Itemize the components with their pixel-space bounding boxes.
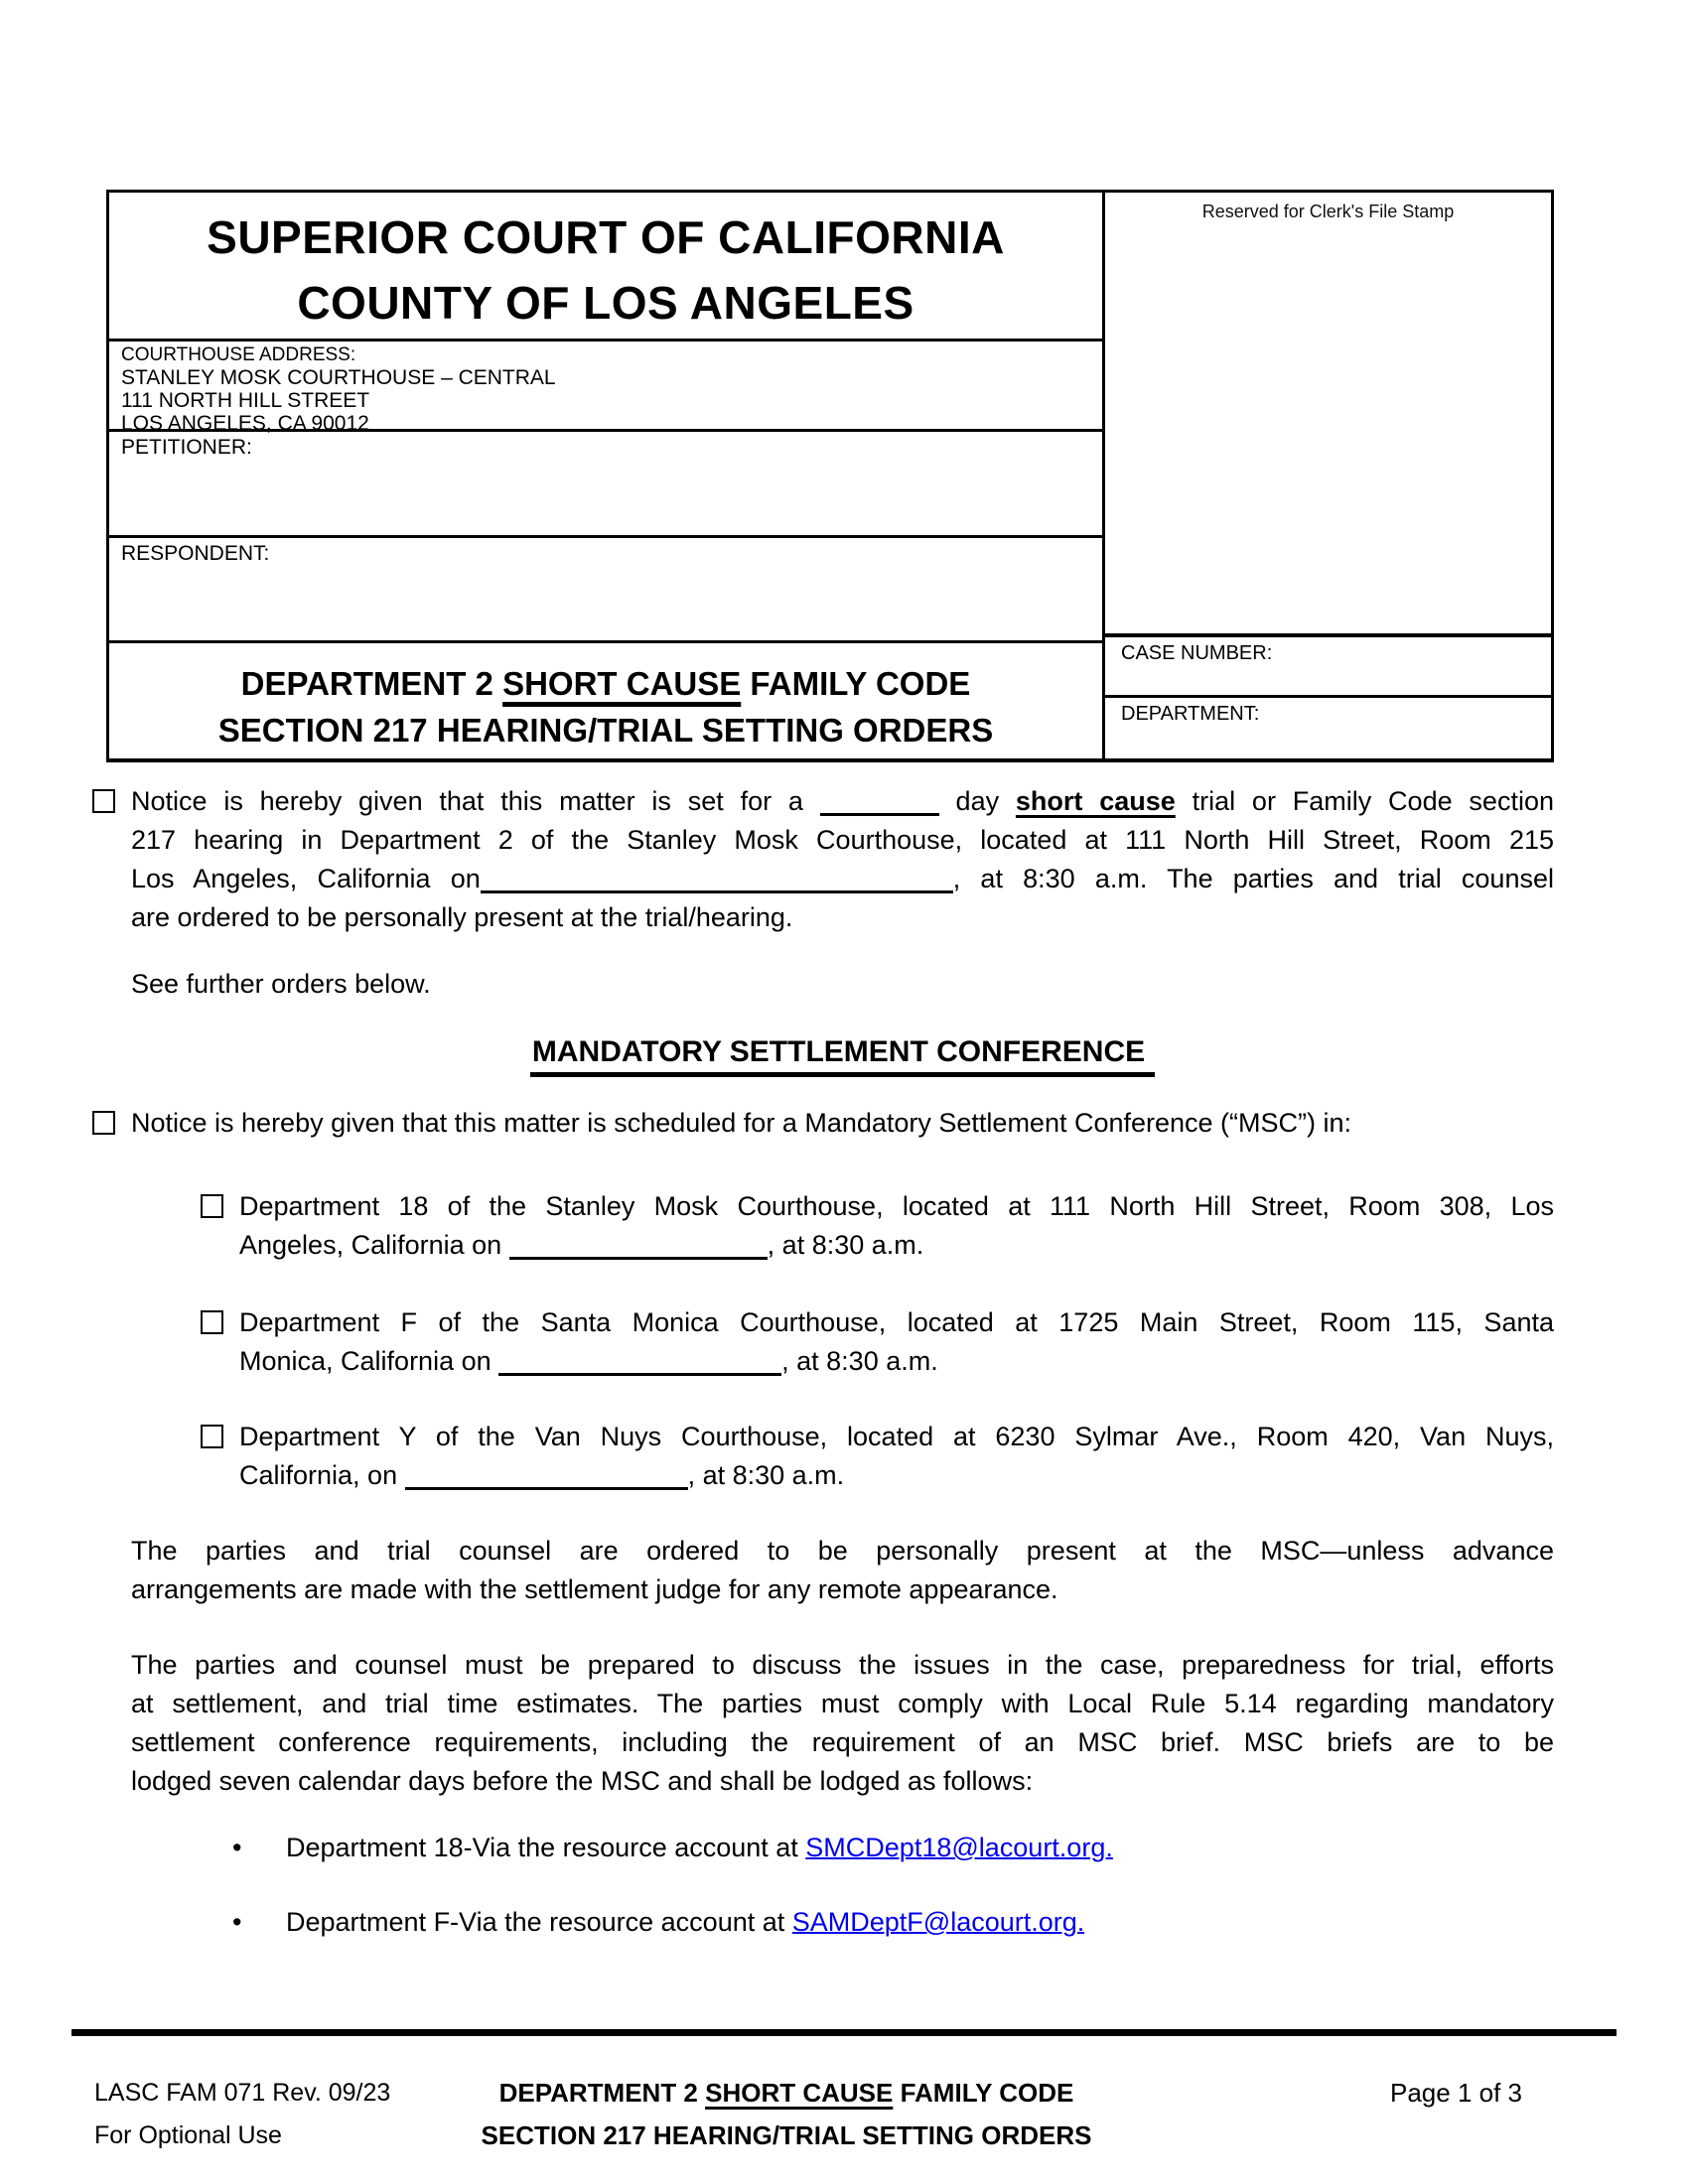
court-name-line2: COUNTY OF LOS ANGELES	[297, 277, 914, 329]
notice-text: day	[938, 786, 1016, 816]
footer-usage-note: For Optional Use	[94, 2121, 282, 2149]
notice-text: Notice is hereby given that this matter is set for a	[131, 786, 820, 816]
footer-left	[94, 2072, 390, 2157]
notice-text: , at 8:30 a.m. The parties and trial counsel	[952, 864, 1554, 893]
form-title-prefix: DEPARTMENT 2	[240, 665, 503, 702]
trial-days-blank-field[interactable]	[820, 790, 939, 816]
footer-title-prefix: DEPARTMENT 2	[498, 2078, 706, 2108]
msc-option-dept18	[201, 1187, 1554, 1265]
form-title-line2: SECTION 217 HEARING/TRIAL SETTING ORDERS	[217, 712, 994, 749]
option-text: California, on	[239, 1460, 405, 1490]
msc-brief-paragraph	[131, 1646, 1554, 1801]
notice-text: 217 hearing in Department 2 of the Stanley Mosk Courthouse, located at 111 North Hill Street, Room 215	[131, 825, 1554, 855]
msc-deptf-checkbox[interactable]	[201, 1310, 223, 1334]
email-link-dept18[interactable]: SMCDept18@lacourt.org.	[805, 1833, 1113, 1862]
form-header-table	[106, 190, 1554, 762]
msc-depty-text	[239, 1418, 1554, 1495]
trial-date-blank-field[interactable]	[481, 868, 953, 893]
clerk-stamp-area	[1105, 193, 1551, 633]
case-number-field[interactable]	[1105, 633, 1551, 695]
paragraph-text: The parties and counsel must be prepared to discuss the issues in the case, preparedness for trial, efforts	[131, 1650, 1554, 1680]
case-number-label: CASE NUMBER:	[1121, 642, 1273, 664]
court-name	[109, 193, 1102, 339]
bullet-text	[286, 1829, 1113, 1867]
court-name-line1: SUPERIOR COURT OF CALIFORNIA	[207, 211, 1005, 263]
petitioner-label: PETITIONER:	[121, 436, 252, 459]
trial-setting-notice	[92, 782, 1554, 937]
header-right-column	[1105, 193, 1551, 758]
footer-title-underlined: SHORT CAUSE	[705, 2078, 894, 2108]
form-title	[109, 640, 1102, 758]
trial-setting-notice-text	[131, 782, 1554, 937]
department-label: DEPARTMENT:	[1121, 703, 1260, 725]
msc-presence-paragraph	[131, 1532, 1554, 1609]
courthouse-address-line: LOS ANGELES, CA 90012	[121, 412, 369, 435]
msc-deptf-text	[239, 1303, 1554, 1381]
email-link-deptf[interactable]: SAMDeptF@lacourt.org.	[791, 1907, 1085, 1937]
short-cause-emphasis: short cause	[1015, 786, 1176, 816]
courthouse-address-block	[109, 339, 1102, 435]
msc-heading-text: MANDATORY SETTLEMENT CONFERENCE	[531, 1035, 1146, 1068]
bullet-text	[286, 1903, 1084, 1942]
header-left-column	[109, 193, 1105, 758]
option-text: Monica, California on	[239, 1346, 499, 1376]
courthouse-address-label: COURTHOUSE ADDRESS:	[121, 344, 356, 365]
footer-page-indicator: Page 1 of 3	[1390, 2078, 1522, 2108]
option-text: Angeles, California on	[239, 1230, 509, 1260]
notice-text: Los Angeles, California on	[131, 864, 481, 893]
bullet-item-deptf	[232, 1903, 1554, 1942]
form-title-suffix: FAMILY CODE	[741, 665, 971, 702]
bullet-item-dept18	[232, 1829, 1554, 1867]
option-text: , at 8:30 a.m.	[767, 1230, 924, 1260]
footer-title-suffix: FAMILY CODE	[893, 2078, 1074, 2108]
trial-setting-checkbox[interactable]	[92, 789, 115, 813]
bullet-label: Department 18-Via the resource account at	[286, 1833, 806, 1862]
bullet-label: Department F-Via the resource account at	[286, 1907, 792, 1937]
msc-notice-text: Notice is hereby given that this matter is scheduled for a Mandatory Settlement Conference (“MSC”) in:	[131, 1108, 1352, 1138]
paragraph-text: at settlement, and trial time estimates. The parties must comply with Local Rule 5.14 regarding mandatory	[131, 1689, 1554, 1718]
msc-dept18-checkbox[interactable]	[201, 1194, 223, 1218]
see-further-text: See further orders below.	[131, 969, 431, 999]
paragraph-text: settlement conference requirements, including the requirement of an MSC brief. MSC briefs are to be	[131, 1727, 1554, 1757]
deptf-date-blank-field[interactable]	[498, 1350, 781, 1376]
footer-title-line2: SECTION 217 HEARING/TRIAL SETTING ORDERS	[481, 2120, 1092, 2150]
footer-title	[369, 2072, 1203, 2157]
courthouse-address-line: 111 NORTH HILL STREET	[121, 389, 370, 412]
paragraph-text: The parties and trial counsel are ordered to be personally present at the MSC—unless advance	[131, 1536, 1554, 1566]
petitioner-field[interactable]	[109, 429, 1102, 535]
option-text: Department Y of the Van Nuys Courthouse, located at 6230 Sylmar Ave., Room 420, Van Nuys,	[239, 1422, 1554, 1451]
depty-date-blank-field[interactable]	[405, 1464, 688, 1490]
option-text: , at 8:30 a.m.	[687, 1460, 845, 1490]
bullet-icon: •	[232, 1907, 242, 1937]
clerk-stamp-note: Reserved for Clerk's File Stamp	[1201, 202, 1455, 221]
msc-notice-checkbox[interactable]	[92, 1111, 115, 1135]
option-text: Department F of the Santa Monica Courthouse, located at 1725 Main Street, Room 115, Santa	[239, 1307, 1554, 1337]
notice-text: trial or Family Code section	[1175, 786, 1554, 816]
option-text: , at 8:30 a.m.	[781, 1346, 938, 1376]
bullet-icon: •	[232, 1833, 242, 1862]
footer-rule	[71, 2029, 1617, 2036]
respondent-field[interactable]	[109, 535, 1102, 640]
see-further-orders-text	[131, 965, 1554, 1004]
msc-option-depty	[201, 1418, 1554, 1495]
option-text: Department 18 of the Stanley Mosk Courthouse, located at 111 North Hill Street, Room 308, Los	[239, 1191, 1554, 1221]
respondent-label: RESPONDENT:	[121, 542, 270, 565]
msc-depty-checkbox[interactable]	[201, 1425, 223, 1448]
msc-dept18-text	[239, 1187, 1554, 1265]
msc-section-heading	[131, 1035, 1554, 1077]
msc-notice	[92, 1104, 1554, 1143]
msc-option-deptf	[201, 1303, 1554, 1381]
form-title-underlined: SHORT CAUSE	[502, 665, 742, 702]
paragraph-text: arrangements are made with the settlement judge for any remote appearance.	[131, 1574, 1058, 1604]
paragraph-text: lodged seven calendar days before the MSC and shall be lodged as follows:	[131, 1766, 1034, 1796]
footer-form-number: LASC FAM 071 Rev. 09/23	[94, 2079, 391, 2107]
department-field[interactable]	[1105, 695, 1551, 758]
notice-text: are ordered to be personally present at the trial/hearing.	[131, 902, 793, 932]
courthouse-address-line: STANLEY MOSK COURTHOUSE – CENTRAL	[121, 366, 556, 389]
dept18-date-blank-field[interactable]	[509, 1234, 768, 1260]
